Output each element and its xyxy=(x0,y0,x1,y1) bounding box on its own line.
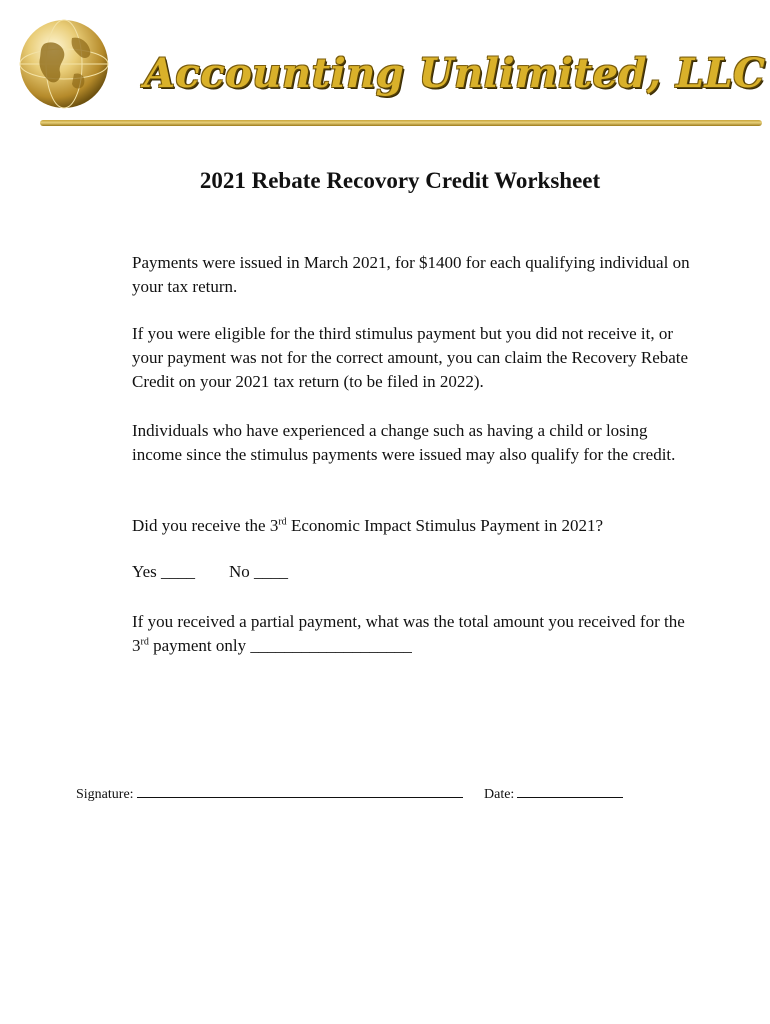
date-line[interactable] xyxy=(517,785,623,798)
ordinal-suffix: rd xyxy=(140,636,149,648)
company-name: Accounting Unlimited, LLC xyxy=(144,50,766,97)
ordinal-suffix: rd xyxy=(278,516,287,528)
question-received-text: Did you receive the 3 xyxy=(132,516,279,535)
yes-answer-field[interactable]: Yes ____ xyxy=(132,562,195,581)
signature-label: Signature: xyxy=(76,787,134,802)
payments-paragraph: Payments were issued in March 2021, for $1400 for each qualifying individual on your tax return. xyxy=(132,253,690,296)
eligibility-paragraph: If you were eligible for the third stimulus payment but you did not receive it, or your payment was not for the correct amount, you can claim the Recovery Rebate Credit on your 2021 tax return (to be filed in 2022). xyxy=(132,324,689,391)
change-paragraph: Individuals who have experienced a change such as having a child or losing income since the stimulus payments were issued may also qualify for the credit. xyxy=(132,421,676,464)
date-row xyxy=(484,785,623,803)
question-partial-amount[interactable] xyxy=(132,610,692,658)
header-divider xyxy=(40,120,762,126)
signature-line[interactable] xyxy=(137,785,463,798)
question-received xyxy=(132,514,692,538)
globe-icon xyxy=(14,14,114,114)
signature-row xyxy=(76,785,463,803)
partial-amount-field[interactable]: payment only ___________________ xyxy=(148,636,412,655)
question-partial-text: If you received a partial payment, what was the total amount you received for the 3 xyxy=(132,612,685,655)
page-title: 2021 Rebate Recovory Credit Worksheet xyxy=(199,168,601,193)
date-label: Date: xyxy=(484,787,515,802)
no-answer-field[interactable]: No ____ xyxy=(229,562,289,581)
question-received-text-end: Economic Impact Stimulus Payment in 2021? xyxy=(286,516,604,535)
